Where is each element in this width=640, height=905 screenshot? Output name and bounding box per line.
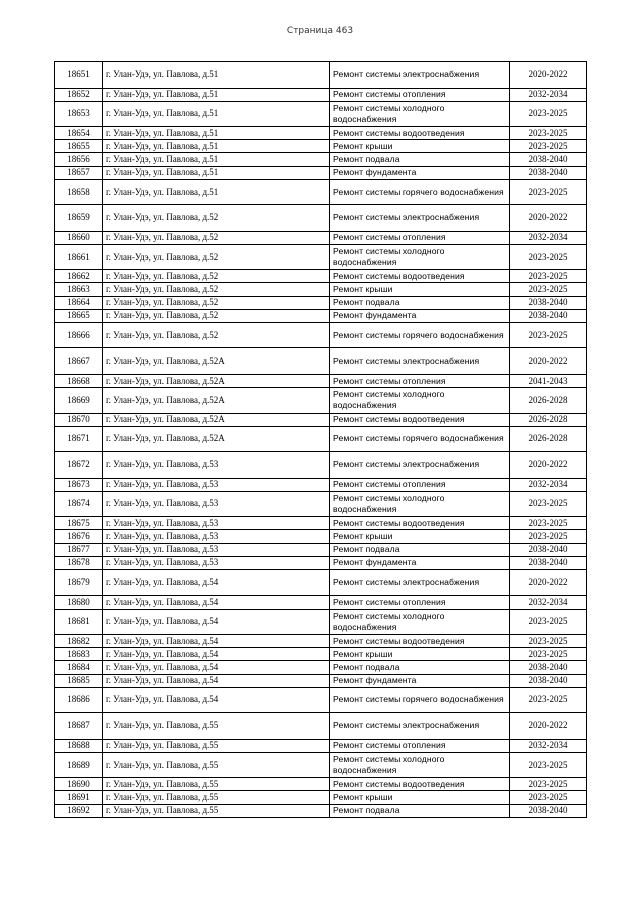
row-number-cell: 18688 <box>55 739 103 752</box>
period-cell: 2023-2025 <box>510 778 587 791</box>
row-number-cell: 18681 <box>55 609 103 634</box>
table-row <box>55 374 587 387</box>
table-body <box>55 62 587 818</box>
period-cell: 2023-2025 <box>510 179 587 204</box>
address-cell: г. Улан-Удэ, ул. Павлова, д.52 <box>103 283 330 296</box>
row-number-cell: 18669 <box>55 388 103 413</box>
row-number-cell: 18692 <box>55 804 103 817</box>
work-type-cell: Ремонт фундамента <box>330 166 510 179</box>
address-cell: г. Улан-Удэ, ул. Павлова, д.55 <box>103 752 330 777</box>
work-type-cell: Ремонт системы электроснабжения <box>330 452 510 479</box>
period-cell: 2038-2040 <box>510 556 587 569</box>
work-type-cell: Ремонт крыши <box>330 530 510 543</box>
row-number-cell: 18678 <box>55 556 103 569</box>
period-cell: 2032-2034 <box>510 596 587 609</box>
row-number-cell: 18651 <box>55 62 103 89</box>
row-number-cell: 18664 <box>55 296 103 309</box>
period-cell: 2038-2040 <box>510 543 587 556</box>
period-cell: 2020-2022 <box>510 62 587 89</box>
row-number-cell: 18673 <box>55 478 103 491</box>
work-type-cell: Ремонт системы отопления <box>330 739 510 752</box>
period-cell: 2026-2028 <box>510 426 587 451</box>
address-cell: г. Улан-Удэ, ул. Павлова, д.51 <box>103 153 330 166</box>
address-cell: г. Улан-Удэ, ул. Павлова, д.54 <box>103 635 330 648</box>
table-row <box>55 648 587 661</box>
table-row <box>55 661 587 674</box>
work-type-cell: Ремонт системы холодного водоснабжения <box>330 101 510 126</box>
period-cell: 2020-2022 <box>510 348 587 375</box>
work-type-cell: Ремонт системы отопления <box>330 88 510 101</box>
address-cell: г. Улан-Удэ, ул. Павлова, д.53 <box>103 556 330 569</box>
row-number-cell: 18687 <box>55 713 103 740</box>
address-cell: г. Улан-Удэ, ул. Павлова, д.52 <box>103 323 330 348</box>
row-number-cell: 18685 <box>55 674 103 687</box>
table-row <box>55 569 587 596</box>
table-row <box>55 388 587 413</box>
table-row <box>55 231 587 244</box>
table-row <box>55 296 587 309</box>
work-type-cell: Ремонт фундамента <box>330 309 510 322</box>
work-type-cell: Ремонт крыши <box>330 791 510 804</box>
table-row <box>55 713 587 740</box>
row-number-cell: 18683 <box>55 648 103 661</box>
row-number-cell: 18684 <box>55 661 103 674</box>
table-row <box>55 413 587 426</box>
table-row <box>55 127 587 140</box>
row-number-cell: 18670 <box>55 413 103 426</box>
capital-repair-table <box>54 61 587 818</box>
period-cell: 2023-2025 <box>510 791 587 804</box>
table-row <box>55 543 587 556</box>
address-cell: г. Улан-Удэ, ул. Павлова, д.53 <box>103 478 330 491</box>
period-cell: 2023-2025 <box>510 244 587 269</box>
period-cell: 2020-2022 <box>510 205 587 232</box>
work-type-cell: Ремонт системы отопления <box>330 374 510 387</box>
work-type-cell: Ремонт системы холодного водоснабжения <box>330 388 510 413</box>
period-cell: 2038-2040 <box>510 309 587 322</box>
work-type-cell: Ремонт системы отопления <box>330 596 510 609</box>
work-type-cell: Ремонт системы водоотведения <box>330 270 510 283</box>
period-cell: 2023-2025 <box>510 752 587 777</box>
row-number-cell: 18659 <box>55 205 103 232</box>
row-number-cell: 18674 <box>55 491 103 516</box>
table-row <box>55 348 587 375</box>
row-number-cell: 18679 <box>55 569 103 596</box>
period-cell: 2032-2034 <box>510 478 587 491</box>
period-cell: 2023-2025 <box>510 323 587 348</box>
period-cell: 2032-2034 <box>510 231 587 244</box>
work-type-cell: Ремонт системы водоотведения <box>330 413 510 426</box>
period-cell: 2038-2040 <box>510 153 587 166</box>
row-number-cell: 18667 <box>55 348 103 375</box>
work-type-cell: Ремонт системы электроснабжения <box>330 348 510 375</box>
address-cell: г. Улан-Удэ, ул. Павлова, д.52А <box>103 348 330 375</box>
address-cell: г. Улан-Удэ, ул. Павлова, д.54 <box>103 674 330 687</box>
work-type-cell: Ремонт подвала <box>330 296 510 309</box>
address-cell: г. Улан-Удэ, ул. Павлова, д.51 <box>103 62 330 89</box>
work-type-cell: Ремонт системы горячего водоснабжения <box>330 687 510 712</box>
row-number-cell: 18686 <box>55 687 103 712</box>
row-number-cell: 18672 <box>55 452 103 479</box>
period-cell: 2023-2025 <box>510 283 587 296</box>
period-cell: 2038-2040 <box>510 296 587 309</box>
address-cell: г. Улан-Удэ, ул. Павлова, д.52 <box>103 270 330 283</box>
row-number-cell: 18657 <box>55 166 103 179</box>
table-row <box>55 62 587 89</box>
work-type-cell: Ремонт системы холодного водоснабжения <box>330 491 510 516</box>
period-cell: 2023-2025 <box>510 270 587 283</box>
table-row <box>55 687 587 712</box>
address-cell: г. Улан-Удэ, ул. Павлова, д.55 <box>103 791 330 804</box>
address-cell: г. Улан-Удэ, ул. Павлова, д.55 <box>103 713 330 740</box>
period-cell: 2023-2025 <box>510 101 587 126</box>
table-row <box>55 739 587 752</box>
table-row <box>55 140 587 153</box>
table-row <box>55 88 587 101</box>
work-type-cell: Ремонт фундамента <box>330 674 510 687</box>
row-number-cell: 18653 <box>55 101 103 126</box>
work-type-cell: Ремонт подвала <box>330 804 510 817</box>
table-row <box>55 635 587 648</box>
address-cell: г. Улан-Удэ, ул. Павлова, д.52А <box>103 426 330 451</box>
period-cell: 2032-2034 <box>510 739 587 752</box>
work-type-cell: Ремонт системы электроснабжения <box>330 713 510 740</box>
table-row <box>55 101 587 126</box>
row-number-cell: 18668 <box>55 374 103 387</box>
period-cell: 2020-2022 <box>510 713 587 740</box>
period-cell: 2023-2025 <box>510 687 587 712</box>
address-cell: г. Улан-Удэ, ул. Павлова, д.54 <box>103 596 330 609</box>
period-cell: 2023-2025 <box>510 517 587 530</box>
table-row <box>55 166 587 179</box>
address-cell: г. Улан-Удэ, ул. Павлова, д.51 <box>103 88 330 101</box>
table-row <box>55 596 587 609</box>
address-cell: г. Улан-Удэ, ул. Павлова, д.52 <box>103 205 330 232</box>
table-row <box>55 791 587 804</box>
work-type-cell: Ремонт системы отопления <box>330 231 510 244</box>
table-row <box>55 517 587 530</box>
period-cell: 2032-2034 <box>510 88 587 101</box>
address-cell: г. Улан-Удэ, ул. Павлова, д.51 <box>103 127 330 140</box>
row-number-cell: 18660 <box>55 231 103 244</box>
table-row <box>55 323 587 348</box>
table-row <box>55 491 587 516</box>
work-type-cell: Ремонт системы горячего водоснабжения <box>330 426 510 451</box>
table-row <box>55 205 587 232</box>
address-cell: г. Улан-Удэ, ул. Павлова, д.54 <box>103 648 330 661</box>
table-row <box>55 609 587 634</box>
address-cell: г. Улан-Удэ, ул. Павлова, д.54 <box>103 687 330 712</box>
row-number-cell: 18656 <box>55 153 103 166</box>
table-row <box>55 179 587 204</box>
work-type-cell: Ремонт системы электроснабжения <box>330 205 510 232</box>
address-cell: г. Улан-Удэ, ул. Павлова, д.52А <box>103 413 330 426</box>
work-type-cell: Ремонт системы водоотведения <box>330 778 510 791</box>
address-cell: г. Улан-Удэ, ул. Павлова, д.55 <box>103 778 330 791</box>
work-type-cell: Ремонт фундамента <box>330 556 510 569</box>
period-cell: 2026-2028 <box>510 388 587 413</box>
table-row <box>55 778 587 791</box>
address-cell: г. Улан-Удэ, ул. Павлова, д.52 <box>103 309 330 322</box>
address-cell: г. Улан-Удэ, ул. Павлова, д.53 <box>103 491 330 516</box>
work-type-cell: Ремонт системы электроснабжения <box>330 569 510 596</box>
row-number-cell: 18682 <box>55 635 103 648</box>
table-row <box>55 283 587 296</box>
address-cell: г. Улан-Удэ, ул. Павлова, д.51 <box>103 179 330 204</box>
work-type-cell: Ремонт системы отопления <box>330 478 510 491</box>
period-cell: 2041-2043 <box>510 374 587 387</box>
address-cell: г. Улан-Удэ, ул. Павлова, д.53 <box>103 543 330 556</box>
work-type-cell: Ремонт системы горячего водоснабжения <box>330 323 510 348</box>
work-type-cell: Ремонт подвала <box>330 153 510 166</box>
table-row <box>55 270 587 283</box>
page-number-header: Страница 463 <box>286 26 354 36</box>
period-cell: 2023-2025 <box>510 127 587 140</box>
row-number-cell: 18680 <box>55 596 103 609</box>
work-type-cell: Ремонт крыши <box>330 283 510 296</box>
address-cell: г. Улан-Удэ, ул. Павлова, д.54 <box>103 661 330 674</box>
address-cell: г. Улан-Удэ, ул. Павлова, д.53 <box>103 517 330 530</box>
work-type-cell: Ремонт крыши <box>330 648 510 661</box>
address-cell: г. Улан-Удэ, ул. Павлова, д.51 <box>103 140 330 153</box>
row-number-cell: 18654 <box>55 127 103 140</box>
address-cell: г. Улан-Удэ, ул. Павлова, д.55 <box>103 739 330 752</box>
row-number-cell: 18691 <box>55 791 103 804</box>
work-type-cell: Ремонт системы водоотведения <box>330 517 510 530</box>
row-number-cell: 18666 <box>55 323 103 348</box>
table-row <box>55 244 587 269</box>
address-cell: г. Улан-Удэ, ул. Павлова, д.51 <box>103 101 330 126</box>
table-row <box>55 556 587 569</box>
table-row <box>55 674 587 687</box>
address-cell: г. Улан-Удэ, ул. Павлова, д.51 <box>103 166 330 179</box>
period-cell: 2023-2025 <box>510 635 587 648</box>
work-type-cell: Ремонт подвала <box>330 543 510 556</box>
row-number-cell: 18658 <box>55 179 103 204</box>
work-type-cell: Ремонт системы холодного водоснабжения <box>330 244 510 269</box>
work-type-cell: Ремонт системы электроснабжения <box>330 62 510 89</box>
table-row <box>55 426 587 451</box>
work-type-cell: Ремонт системы горячего водоснабжения <box>330 179 510 204</box>
work-type-cell: Ремонт системы водоотведения <box>330 635 510 648</box>
work-type-cell: Ремонт системы холодного водоснабжения <box>330 752 510 777</box>
row-number-cell: 18662 <box>55 270 103 283</box>
table-row <box>55 452 587 479</box>
address-cell: г. Улан-Удэ, ул. Павлова, д.55 <box>103 804 330 817</box>
period-cell: 2020-2022 <box>510 569 587 596</box>
address-cell: г. Улан-Удэ, ул. Павлова, д.52 <box>103 231 330 244</box>
period-cell: 2038-2040 <box>510 804 587 817</box>
work-type-cell: Ремонт подвала <box>330 661 510 674</box>
table-row <box>55 752 587 777</box>
table-row <box>55 478 587 491</box>
period-cell: 2023-2025 <box>510 140 587 153</box>
period-cell: 2023-2025 <box>510 530 587 543</box>
address-cell: г. Улан-Удэ, ул. Павлова, д.54 <box>103 609 330 634</box>
address-cell: г. Улан-Удэ, ул. Павлова, д.53 <box>103 452 330 479</box>
period-cell: 2026-2028 <box>510 413 587 426</box>
address-cell: г. Улан-Удэ, ул. Павлова, д.54 <box>103 569 330 596</box>
row-number-cell: 18652 <box>55 88 103 101</box>
row-number-cell: 18663 <box>55 283 103 296</box>
address-cell: г. Улан-Удэ, ул. Павлова, д.52 <box>103 244 330 269</box>
row-number-cell: 18677 <box>55 543 103 556</box>
row-number-cell: 18665 <box>55 309 103 322</box>
work-type-cell: Ремонт крыши <box>330 140 510 153</box>
row-number-cell: 18655 <box>55 140 103 153</box>
table-row <box>55 530 587 543</box>
row-number-cell: 18690 <box>55 778 103 791</box>
row-number-cell: 18689 <box>55 752 103 777</box>
row-number-cell: 18671 <box>55 426 103 451</box>
table-row <box>55 153 587 166</box>
address-cell: г. Улан-Удэ, ул. Павлова, д.53 <box>103 530 330 543</box>
period-cell: 2038-2040 <box>510 674 587 687</box>
work-type-cell: Ремонт системы водоотведения <box>330 127 510 140</box>
period-cell: 2020-2022 <box>510 452 587 479</box>
row-number-cell: 18676 <box>55 530 103 543</box>
table-row <box>55 309 587 322</box>
row-number-cell: 18661 <box>55 244 103 269</box>
table-row <box>55 804 587 817</box>
period-cell: 2023-2025 <box>510 609 587 634</box>
address-cell: г. Улан-Удэ, ул. Павлова, д.52А <box>103 388 330 413</box>
period-cell: 2023-2025 <box>510 491 587 516</box>
work-type-cell: Ремонт системы холодного водоснабжения <box>330 609 510 634</box>
period-cell: 2038-2040 <box>510 166 587 179</box>
row-number-cell: 18675 <box>55 517 103 530</box>
address-cell: г. Улан-Удэ, ул. Павлова, д.52 <box>103 296 330 309</box>
period-cell: 2038-2040 <box>510 661 587 674</box>
address-cell: г. Улан-Удэ, ул. Павлова, д.52А <box>103 374 330 387</box>
period-cell: 2023-2025 <box>510 648 587 661</box>
